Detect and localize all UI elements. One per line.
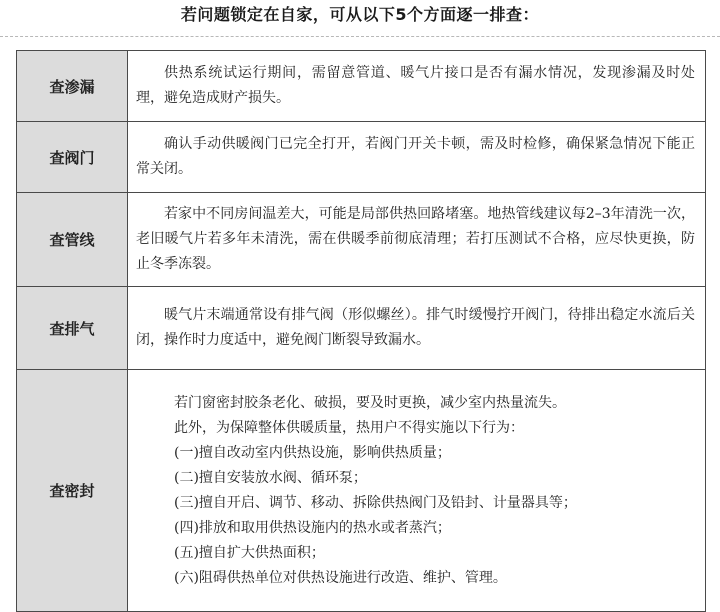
seal-line: (六)阻碍供热单位对供热设施进行改造、维护、管理。: [174, 569, 507, 586]
row-text: 暖气片末端通常设有排气阀（形似螺丝）。排气时缓慢拧开阀门，待排出稳定水流后关闭，操作时力度适中，避免阀门断裂导致漏水。: [136, 307, 695, 348]
seal-line: (一)擅自改动室内供热设施，影响供热质量；: [174, 444, 451, 461]
table-row-valve: [17, 122, 706, 193]
row-text: 确认手动供暖阀门已完全打开，若阀门开关卡顿，需及时检修，确保紧急情况下能正常关闭。: [136, 136, 695, 177]
table-row-leakage: [17, 51, 706, 122]
row-label: 查密封: [17, 370, 128, 612]
row-content: [128, 287, 706, 370]
table-row-sealing: [17, 370, 706, 612]
page-title: 若问题锁定在自家，可从以下5个方面逐一排查：: [180, 5, 540, 24]
seal-line: (五)擅自扩大供热面积；: [174, 544, 325, 561]
row-label: 查排气: [17, 287, 128, 370]
seal-line: 此外，为保障整体供暖质量，热用户不得实施以下行为：: [174, 419, 524, 436]
row-label: 查渗漏: [17, 51, 128, 122]
row-content: [128, 51, 706, 122]
inspection-table: [16, 50, 706, 612]
seal-line: (四)排放和取用供热设施内的热水或者蒸汽；: [174, 519, 451, 536]
table-row-venting: [17, 287, 706, 370]
row-label: 查管线: [17, 193, 128, 287]
row-content: [128, 122, 706, 193]
row-content: [128, 193, 706, 287]
row-text: 供热系统试运行期间，需留意管道、暖气片接口是否有漏水情况，发现渗漏及时处理，避免造成财产损失。: [136, 65, 695, 106]
title-divider: [0, 36, 720, 37]
row-label: 查阀门: [17, 122, 128, 193]
seal-line: (二)擅自安装放水阀、循环泵；: [174, 469, 367, 486]
table-row-pipeline: [17, 193, 706, 287]
row-content: [128, 370, 706, 612]
row-text: 若家中不同房间温差大，可能是局部供热回路堵塞。地热管线建议每2–3年清洗一次，老旧暖气片若多年未清洗，需在供暖季前彻底清理；若打压测试不合格，应尽快更换，防止冬季冻裂。: [136, 206, 695, 272]
seal-line: 若门窗密封胶条老化、破损，要及时更换，减少室内热量流失。: [174, 394, 566, 411]
seal-line: (三)擅自开启、调节、移动、拆除供热阀门及铅封、计量器具等；: [174, 494, 577, 511]
